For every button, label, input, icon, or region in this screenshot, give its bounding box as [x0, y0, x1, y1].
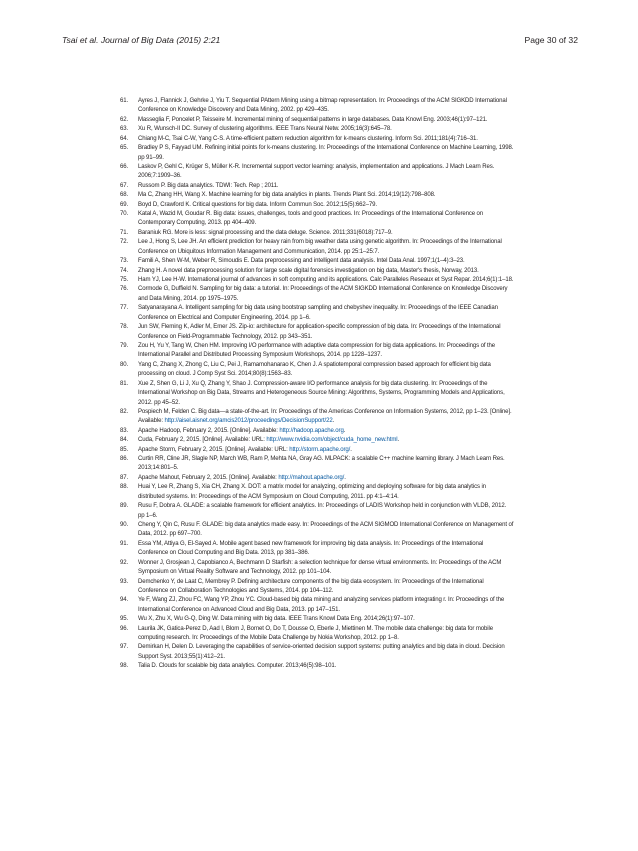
reference-text	[138, 455, 514, 474]
reference-link[interactable]: http://hadoop.apache.org	[279, 427, 344, 434]
reference-body: Zou H, Yu Y, Tang W, Chen HM. Improving I/O performance with adaptive data compression for big data applications. In: Proceedings of the International Parallel and Distributed Processing Symposium Workshops, 2014. pp 1228–1237.	[138, 342, 496, 359]
reference-item	[120, 182, 514, 191]
reference-number: 85.	[120, 446, 129, 453]
reference-text	[138, 125, 514, 134]
reference-number: 80.	[120, 361, 129, 368]
reference-text	[138, 408, 514, 427]
reference-link[interactable]: http://mahout.apache.org/	[278, 474, 345, 481]
reference-item	[120, 323, 514, 342]
reference-trailing-punctuation: .	[343, 427, 346, 434]
reference-number: 72.	[120, 239, 129, 246]
reference-number: 61.	[120, 98, 129, 104]
reference-body: Demirkan H, Delen D. Leveraging the capabilities of service-oriented decision support systems: putting analytics and big data in cloud. Decision Support Syst. 2013;55(1):412–21.	[138, 644, 505, 660]
reference-text	[138, 144, 514, 163]
reference-text	[138, 643, 514, 662]
reference-item	[120, 304, 514, 323]
reference-body: Wonner J, Grosjean J, Capobianco A, Bechmann D Starfish: a selection technique for dense virtual environments. In: Proceedings of the ACM Symposium on Virtual Reality Software and Technology, 2012. pp 101–104.	[138, 559, 502, 576]
reference-item	[120, 238, 514, 257]
reference-text	[138, 135, 514, 144]
reference-trailing-punctuation: .	[350, 446, 352, 453]
reference-text	[138, 380, 514, 408]
reference-item	[120, 144, 514, 163]
reference-body: Apache Hadoop, February 2, 2015. [Online]. Available:	[138, 427, 280, 434]
reference-text	[138, 163, 514, 182]
reference-number: 64.	[120, 135, 129, 142]
reference-item	[120, 285, 514, 304]
reference-body: Ham YJ, Lee H-W. International journal of advances in soft computing and its applications. Calc Paralleles Reseaux et Syst Repar. 2014;6(1):1–18.	[138, 277, 514, 284]
reference-number: 95.	[120, 616, 129, 623]
reference-text	[138, 540, 514, 559]
reference-text	[138, 238, 514, 257]
reference-body: Bradley P S, Fayyad UM. Refining initial points for k-means clustering. In: Proceedings of the International Conference on Machine Learning, 1998. pp 91–99.	[138, 145, 514, 161]
reference-body: Curtin RR, Cline JR, Slagle NP, March WB, Ram P, Mehta NA, Gray AG. MLPACK: a scalable C++ machine learning library. J Mach Learn Res. 2013;14:801–5.	[138, 456, 505, 472]
reference-trailing-punctuation: .	[397, 437, 400, 444]
reference-number: 81.	[120, 380, 129, 387]
reference-body: Lee J, Hong S, Lee JH. An efficient prediction for heavy rain from big weather data using genetic algorithm. In: Proceedings of the International Conference on Ubiquitous Information Management and Communication, 2014. pp 25:1–25:7.	[138, 239, 502, 255]
reference-item	[120, 662, 514, 671]
reference-number: 76.	[120, 286, 129, 293]
reference-number: 78.	[120, 324, 129, 331]
reference-item	[120, 502, 514, 521]
reference-text	[138, 257, 514, 266]
reference-body: Chiang M-C, Tsai C-W, Yang C-S. A time-efficient pattern reduction algorithm for k-means clustering. Inform Sci. 2011;181(4):716–31.	[138, 135, 478, 142]
reference-body: Baraniuk RG. More is less: signal processing and the data deluge. Science. 2011;331(6018):717–9.	[138, 229, 393, 236]
reference-trailing-punctuation: .	[344, 474, 346, 481]
reference-body: Russom P. Big data analytics. TDWI: Tech. Rep ; 2011.	[138, 182, 279, 189]
reference-number: 98.	[120, 663, 129, 670]
reference-item	[120, 559, 514, 578]
reference-number: 84.	[120, 437, 129, 444]
reference-text	[138, 502, 514, 521]
reference-item	[120, 455, 514, 474]
reference-number: 87.	[120, 474, 129, 481]
reference-number: 77.	[120, 305, 129, 312]
reference-number: 93.	[120, 578, 129, 585]
reference-number: 75.	[120, 277, 129, 284]
reference-item	[120, 257, 514, 266]
reference-text	[138, 116, 514, 125]
reference-number: 91.	[120, 540, 129, 547]
reference-text	[138, 182, 514, 191]
reference-link[interactable]: http://aisel.aisnet.org/amcis2012/proceedings/DecisionSupport/22	[164, 418, 333, 425]
reference-text	[138, 285, 514, 304]
reference-text	[138, 578, 514, 597]
reference-item	[120, 436, 514, 445]
reference-body: Wu X, Zhu X, Wu G-Q, Ding W. Data mining with big data. IEEE Trans Knowl Data Eng. 2014;26(1):97–107.	[138, 616, 415, 623]
reference-item	[120, 267, 514, 276]
reference-item	[120, 596, 514, 615]
reference-text	[138, 229, 514, 238]
reference-item	[120, 229, 514, 238]
reference-number: 82.	[120, 408, 129, 415]
reference-text	[138, 446, 514, 455]
reference-body: Talia D. Clouds for scalable big data analytics. Computer. 2013;46(5):98–101.	[138, 663, 337, 670]
reference-number: 62.	[120, 116, 129, 123]
reference-number: 94.	[120, 597, 129, 604]
reference-body: Satyanarayana A. Intelligent sampling for big data using bootstrap sampling and chebyshev inequality. In: Proceedings of the IEEE Canadian Conference on Electrical and Computer Engineering, 2014. pp 1–6.	[138, 305, 498, 321]
reference-body: Pospiech M, Felden C. Big data—a state-of-the-art. In: Proceedings of the Americas Conference on Information Systems, 2012, pp 1–23. [Online]. Available:	[138, 408, 512, 425]
reference-number: 63.	[120, 126, 129, 133]
reference-item	[120, 380, 514, 408]
reference-body: Katal A, Wazid M, Goudar R. Big data: issues, challenges, tools and good practices. In: Proceedings of the International Conference on Contemporary Computing, 2013. pp 404–409.	[138, 211, 484, 227]
reference-text	[138, 267, 514, 276]
reference-link[interactable]: http://www.nvidia.com/object/cuda_home_new.html	[266, 437, 398, 444]
reference-body: Cuda, February 2, 2015. [Online]. Available: URL:	[138, 437, 267, 444]
reference-number: 92.	[120, 559, 129, 566]
reference-number: 86.	[120, 456, 129, 463]
reference-trailing-punctuation: .	[332, 418, 335, 425]
reference-body: Ayres J, Flannick J, Gehrke J, Yiu T. Sequential PAttern Mining using a bitmap representation. In: Proceedings of the ACM SIGKDD International Conference on Knowledge Discovery and Data Mining, 2002. pp 429–435.	[138, 98, 507, 114]
reference-text	[138, 615, 514, 624]
reference-item	[120, 361, 514, 380]
reference-text	[138, 436, 514, 445]
reference-number: 79.	[120, 342, 129, 349]
reference-text	[138, 596, 514, 615]
reference-number: 83.	[120, 427, 129, 434]
reference-item	[120, 210, 514, 229]
reference-item	[120, 521, 514, 540]
reference-item	[120, 125, 514, 134]
reference-text	[138, 97, 514, 116]
reference-body: Apache Storm, February 2, 2015. [Online]. Available: URL:	[138, 446, 290, 453]
reference-number: 73.	[120, 258, 129, 265]
reference-text	[138, 276, 514, 285]
reference-body: Demchenko Y, de Laat C, Membrey P. Defining architecture components of the big data ecosystem. In: Proceedings of the International Conference on Collaboration Technologies and Systems, 2014. pp 104–112.	[138, 578, 484, 594]
reference-item	[120, 201, 514, 210]
page-number: Page 30 of 32	[524, 35, 578, 45]
reference-text	[138, 521, 514, 540]
reference-item	[120, 135, 514, 144]
reference-number: 70.	[120, 211, 129, 218]
reference-item	[120, 427, 514, 436]
reference-number: 97.	[120, 644, 129, 651]
reference-item	[120, 474, 514, 483]
reference-body: Boyd D, Crawford K. Critical questions for big data. Inform Commun Soc. 2012;15(5):662–79.	[138, 201, 377, 208]
reference-body: Apache Mahout, February 2, 2015. [Online]. Available:	[138, 474, 279, 481]
reference-body: Zhang H. A novel data preprocessing solution for large scale digital forensics investigation on big data, Master's thesis, Norway, 2013.	[138, 267, 479, 274]
reference-body: Cormode G, Duffield N. Sampling for big data: a tutorial. In: Proceedings of the ACM SIGKDD International Conference on Knowledge Discovery and Data Mining, 2014. pp 1975–1975.	[138, 286, 508, 302]
reference-item	[120, 540, 514, 559]
reference-number: 69.	[120, 201, 129, 208]
reference-item	[120, 342, 514, 361]
reference-text	[138, 559, 514, 578]
reference-text	[138, 323, 514, 342]
reference-text	[138, 210, 514, 229]
reference-text	[138, 483, 514, 502]
reference-item	[120, 643, 514, 662]
reference-body: Ma C, Zhang HH, Wang X. Machine learning for big data analytics in plants. Trends Plant Sci. 2014;19(12):798–808.	[138, 192, 436, 199]
reference-item	[120, 446, 514, 455]
reference-item	[120, 191, 514, 200]
reference-body: Jun SW, Fleming K, Adler M, Emer JS. Zip-io: architecture for application-specific compression of big data. In: Proceedings of the International Conference on Field-Programmable Technology, 2012. pp 343–351.	[138, 324, 501, 340]
reference-number: 96.	[120, 625, 129, 632]
reference-item	[120, 615, 514, 624]
reference-body: Rusu F, Dobra A. GLADE: a scalable framework for efficient analytics. In: Proceedings of LADIS Workshop held in conjunction with VLDB, 2012. pp 1–6.	[138, 503, 507, 519]
reference-item	[120, 625, 514, 644]
journal-header: Tsai et al. Journal of Big Data (2015) 2:21	[62, 35, 221, 45]
reference-item	[120, 116, 514, 125]
reference-text	[138, 304, 514, 323]
reference-body: Huai Y, Lee R, Zhang S, Xia CH, Zhang X. DOT: a matrix model for analyzing, optimizing and deploying software for big data analytics in distributed systems. In: Proceedings of the ACM Symposium on Cloud Computing, 2011. pp 4:1–4:14.	[138, 484, 486, 500]
reference-body: Laskov P, Gehl C, Krüger S, Müller K-R. Incremental support vector learning: analysis, implementation and applications. J Mach Learn Res. 2006;7:1909–36.	[138, 163, 495, 180]
reference-text	[138, 427, 514, 436]
reference-text	[138, 342, 514, 361]
reference-number: 90.	[120, 521, 129, 528]
reference-body: Yang C, Zhang X, Zhong C, Liu C, Pei J, Ramamohanarao K, Chen J. A spatiotemporal compression based approach for efficient big data processing on cloud. J Comp Syst Sci. 2014;80(8):1563–83.	[138, 361, 491, 378]
reference-item	[120, 578, 514, 597]
reference-number: 68.	[120, 192, 129, 199]
reference-text	[138, 361, 514, 380]
reference-body: Laurila JK, Gatica-Perez D, Aad I, Blom J, Bornet O, Do T, Dousse O, Eberle J, Miettinen M. The mobile data challenge: big data for mobile computing research. In: Proceedings of the Mobile Data Challenge by Nokia Workshop, 2012. pp 1–8.	[138, 625, 493, 642]
reference-text	[138, 474, 514, 483]
reference-body: Xu R, Wunsch-II DC. Survey of clustering algorithms. IEEE Trans Neural Netw. 2005;16(3):645–78.	[138, 126, 392, 133]
reference-number: 66.	[120, 163, 129, 170]
reference-body: Masseglia F, Poncelet P, Teisseire M. Incremental mining of sequential patterns in large databases. Data Knowl Eng. 2003;46(1):97–121.	[138, 116, 488, 123]
reference-link[interactable]: http://storm.apache.org/	[289, 446, 351, 453]
reference-text	[138, 201, 514, 210]
reference-item	[120, 276, 514, 285]
reference-body: Ye F, Wang ZJ, Zhou FC, Wang YP, Zhou YC. Cloud-based big data mining and analyzing services platform integrating r. In: Proceedings of the International Conference on Advanced Cloud and Big Data, 2013. pp 147–151.	[138, 597, 505, 613]
reference-number: 89.	[120, 503, 129, 510]
reference-number: 74.	[120, 267, 129, 274]
reference-item	[120, 408, 514, 427]
reference-text	[138, 662, 514, 671]
reference-body: Cheng Y, Qin C, Rusu F. GLADE: big data analytics made easy. In: Proceedings of the ACM SIGMOD International Conference on Management of Data, 2012. pp 697–700.	[138, 521, 514, 538]
reference-list	[120, 97, 514, 672]
reference-number: 71.	[120, 229, 129, 236]
reference-number: 88.	[120, 484, 129, 491]
reference-item	[120, 163, 514, 182]
reference-body: Xue Z, Shen G, Li J, Xu Q, Zhang Y, Shao J. Compression-aware I/O performance analysis for big data clustering. In: Proceedings of the International Workshop on Big Data, Streams and Heterogeneous Source Mining: Algorithms, Systems, Programming Models and Applications, 2012. pp 45–52.	[138, 380, 505, 406]
reference-text	[138, 191, 514, 200]
reference-body: Famili A, Shen W-M, Weber R, Simoudis E. Data preprocessing and intelligent data analysis. Intel Data Anal. 1997;1(1–4):3–23.	[138, 258, 465, 265]
reference-number: 65.	[120, 145, 129, 152]
reference-item	[120, 483, 514, 502]
reference-number: 67.	[120, 182, 129, 189]
reference-body: Essa YM, Attiya G, El-Sayed A. Mobile agent based new framework for improving big data analysis. In: Proceedings of the International Conference on Cloud Computing and Big Data. 2013, pp 381–386.	[138, 540, 484, 557]
reference-item	[120, 97, 514, 116]
reference-text	[138, 625, 514, 644]
